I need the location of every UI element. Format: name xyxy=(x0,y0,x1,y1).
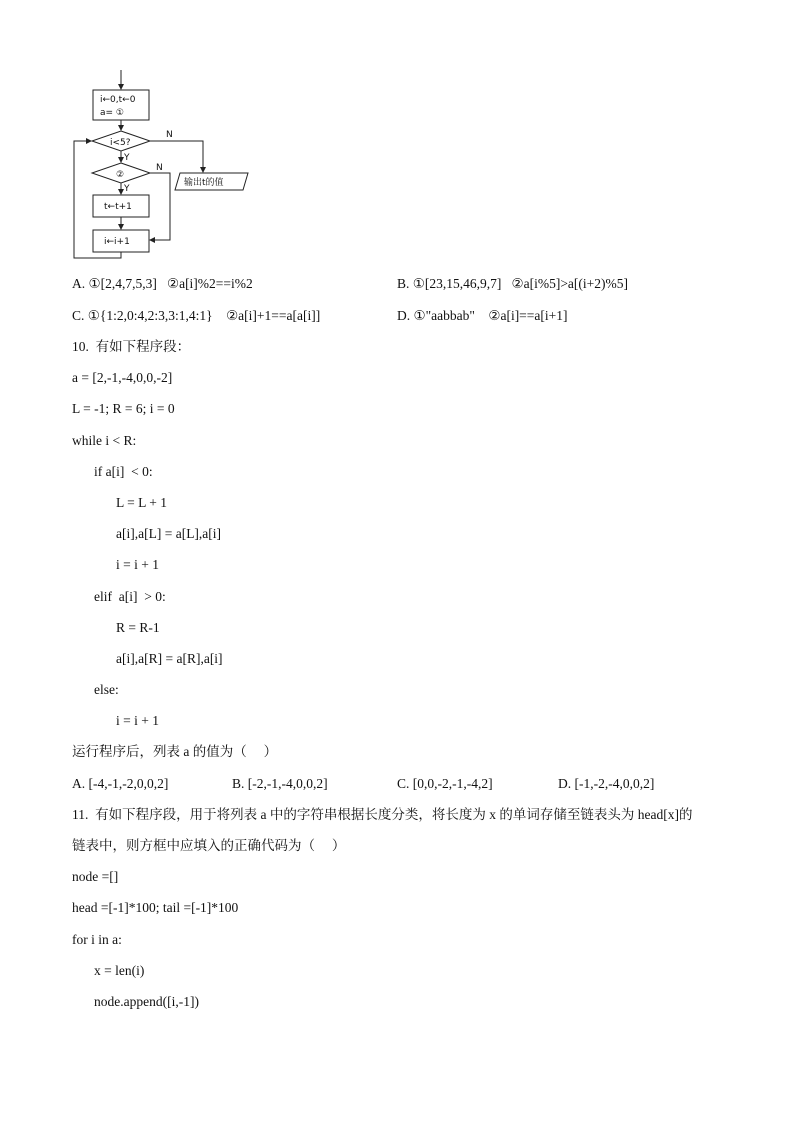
code-line: x = len(i) xyxy=(94,963,145,978)
code-line: a = [2,-1,-4,0,0,-2] xyxy=(72,370,173,385)
code-line: R = R-1 xyxy=(116,620,160,635)
code-line: while i < R: xyxy=(72,433,137,448)
yes-label-2: Y xyxy=(124,184,130,194)
cond1-label: i<5? xyxy=(110,138,131,148)
cond2-label: ② xyxy=(116,170,125,180)
no-label-2: N xyxy=(156,163,163,173)
code-line: else: xyxy=(94,682,119,697)
q9-option-b: B. ①[23,15,46,9,7] ②a[i%5]>a[(i+2)%5] xyxy=(397,276,629,291)
q11-line2: 链表中，则方框中应填入的正确代码为（ ） xyxy=(72,838,346,853)
q10-question: 运行程序后，列表 a 的值为（ ） xyxy=(72,744,278,759)
q11-line1: 11. 有如下程序段，用于将列表 a 中的字符串根据长度分类，将长度为 x 的单词存储至链表头为 head[x]的 xyxy=(72,807,693,822)
code-line: node =[] xyxy=(72,869,119,884)
yes-label-1: Y xyxy=(124,153,130,163)
code-line: L = L + 1 xyxy=(116,495,167,510)
q10-option-a: A. [-4,-1,-2,0,0,2] xyxy=(72,776,169,791)
code-line: L = -1; R = 6; i = 0 xyxy=(72,401,175,416)
t-step-label: t←t+1 xyxy=(104,202,132,212)
code-line: head =[-1]*100; tail =[-1]*100 xyxy=(72,900,239,915)
q9-option-a: A. ①[2,4,7,5,3] ②a[i]%2==i%2 xyxy=(72,276,253,291)
q10-option-b: B. [-2,-1,-4,0,0,2] xyxy=(232,776,328,791)
flowchart xyxy=(60,60,260,265)
code-line: elif a[i] > 0: xyxy=(94,589,166,604)
code-line: for i in a: xyxy=(72,932,122,947)
code-line: a[i],a[L] = a[L],a[i] xyxy=(116,526,222,541)
code-line: node.append([i,-1]) xyxy=(94,994,199,1009)
q9-option-d: D. ①"aabbab" ②a[i]==a[i+1] xyxy=(397,308,568,323)
q10-option-d: D. [-1,-2,-4,0,0,2] xyxy=(558,776,655,791)
code-line: a[i],a[R] = a[R],a[i] xyxy=(116,651,223,666)
code-line: i = i + 1 xyxy=(116,713,159,728)
no-label-1: N xyxy=(166,130,173,140)
no-branch-2 xyxy=(150,173,170,240)
q10-option-c: C. [0,0,-2,-1,-4,2] xyxy=(397,776,493,791)
code-line: if a[i] < 0: xyxy=(94,464,153,479)
code-line: i = i + 1 xyxy=(116,557,159,572)
q9-option-c: C. ①{1:2,0:4,2:3,3:1,4:1} ②a[i]+1==a[a[i]] xyxy=(72,308,321,323)
i-step-label: i←i+1 xyxy=(104,237,130,247)
q10-title: 10. 有如下程序段： xyxy=(72,339,191,354)
init-line1: i←0,t←0 xyxy=(100,95,136,105)
init-line2: a= ① xyxy=(100,108,124,118)
output-label: 输出t的值 xyxy=(184,178,224,188)
